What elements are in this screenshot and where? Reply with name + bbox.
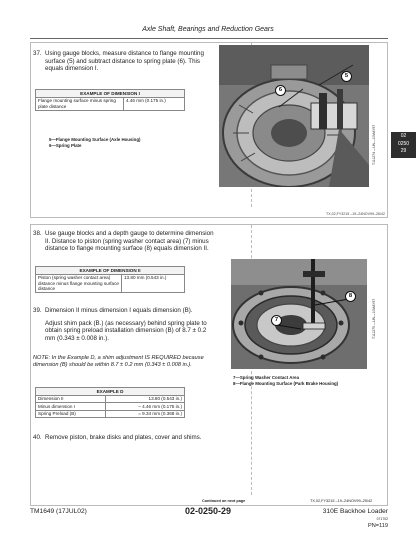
step-39 <box>33 307 217 342</box>
table-cell-label: Minus dimension I <box>36 403 106 411</box>
axle-housing-illustration <box>219 45 369 187</box>
axle-housing-photo <box>219 45 369 187</box>
table-cell-label: Spring Preload (B) <box>36 410 106 418</box>
park-brake-housing-photo <box>231 259 367 369</box>
step-number: 38. <box>33 230 42 237</box>
table-row <box>36 97 185 110</box>
photo-id: T111274 —UN—10MAY97 <box>372 124 376 165</box>
page-code: 02-0250-29 <box>184 506 232 516</box>
header-rule <box>30 38 388 39</box>
step-number: 37. <box>33 50 42 57</box>
tab-line-2: 0250 <box>397 140 410 147</box>
callout-5: 5 <box>341 71 352 82</box>
dimension-i-table <box>35 89 185 111</box>
page-header: Axle Shaft, Bearings and Reduction Gears <box>142 26 274 33</box>
tab-line-1: 02 <box>400 133 407 139</box>
table-row <box>36 410 185 418</box>
step-text: Remove piston, brake disks and plates, cover and shims. <box>45 434 202 441</box>
step-38 <box>33 230 217 253</box>
note: NOTE: In the Example D, a shim adjustment IS REQUIRED because dimension (B) should be within 8.7 ± 0.2 mm (0.343 ± 0.008 in.). <box>33 355 204 369</box>
table-cell-value: 4.46 mm (0.175 in.) <box>124 97 185 110</box>
reference-code: TX,02,FY3215 –19–24NOV99–25/42 <box>310 499 373 503</box>
figure-legend <box>233 375 338 387</box>
table-title: EXAMPLE OF DIMENSION I <box>36 90 185 98</box>
step-40 <box>33 434 217 442</box>
callout-6: 6 <box>275 85 286 96</box>
dimension-ii-table <box>35 266 185 293</box>
step-text: Dimension II minus dimension I equals dimension (B). <box>45 307 193 314</box>
continued-note: Continued on next page <box>202 499 246 503</box>
step-number: 39. <box>33 307 42 314</box>
table-cell-label: Flange mounting surface minus spring plate distance <box>36 97 124 110</box>
table-cell-value: 13.80 mm (0.543 in.) <box>122 274 185 293</box>
date-code: 071702 <box>376 517 388 521</box>
step-text: Use gauge blocks and a depth gauge to determine dimension II. Distance to piston (spring washer contact area) (7) minus distance to flange mounting surface (8) equals dimension II. <box>45 230 214 253</box>
park-brake-housing-illustration <box>231 259 367 369</box>
figure-legend <box>49 137 140 149</box>
table-cell-value: – 4.46 mm (0.175 in.) <box>105 403 184 411</box>
section-tab <box>391 132 416 158</box>
callout-8: 8 <box>345 291 356 302</box>
legend-item: 6—Spring Plate <box>49 143 82 149</box>
example-d-table <box>35 387 185 418</box>
table-title: EXAMPLE OF DIMENSION II <box>36 267 185 275</box>
model-name: 310E Backhoe Loader <box>322 508 388 515</box>
step-text-continued: Adjust shim pack (B.) (as necessary) behind spring plate to obtain spring preload installation dimension (B) of 8.7 ± 0.2 mm (0.343 ± 0.008 in.). <box>45 319 207 342</box>
step-text: Using gauge blocks, measure distance to flange mounting surface (5) and subtract distance to spring plate (6). This equals dimension I. <box>45 50 204 73</box>
table-row <box>36 274 185 293</box>
table-cell-label: Dimension II <box>36 395 106 403</box>
table-cell-value: 13.80 (0.543 in.) <box>105 395 184 403</box>
table-row <box>36 403 185 411</box>
callout-7: 7 <box>271 315 282 326</box>
legend-item: 5—Flange Mounting Surface (Axle Housing) <box>49 137 141 142</box>
table-cell-label: Piston (spring washer contact area) distance minus flange mounting surface distance <box>36 274 122 293</box>
reference-code: TX,02,FY3215 –19–24NOV99–26/42 <box>326 212 385 216</box>
procedure-panel-step-37 <box>30 42 388 218</box>
table-row <box>36 395 185 403</box>
legend-item: 7—Spring Washer Contact Area <box>233 375 300 380</box>
step-number: 40. <box>33 434 42 441</box>
step-37 <box>33 50 217 73</box>
manual-number: TM1649 (17JUL02) <box>30 508 87 515</box>
tab-line-3: 29 <box>400 148 407 154</box>
table-cell-value: = 9.34 mm (0.368 in.) <box>105 410 184 418</box>
table-title: EXAMPLE D <box>36 388 185 396</box>
procedure-panel-steps-38-40 <box>30 224 388 506</box>
page-number: PN=119 <box>368 523 388 529</box>
legend-item: 8—Flange Mounting Surface (Park Brake Housing) <box>233 381 339 387</box>
photo-id: T111275 —UN—10MAY97 <box>372 298 376 339</box>
